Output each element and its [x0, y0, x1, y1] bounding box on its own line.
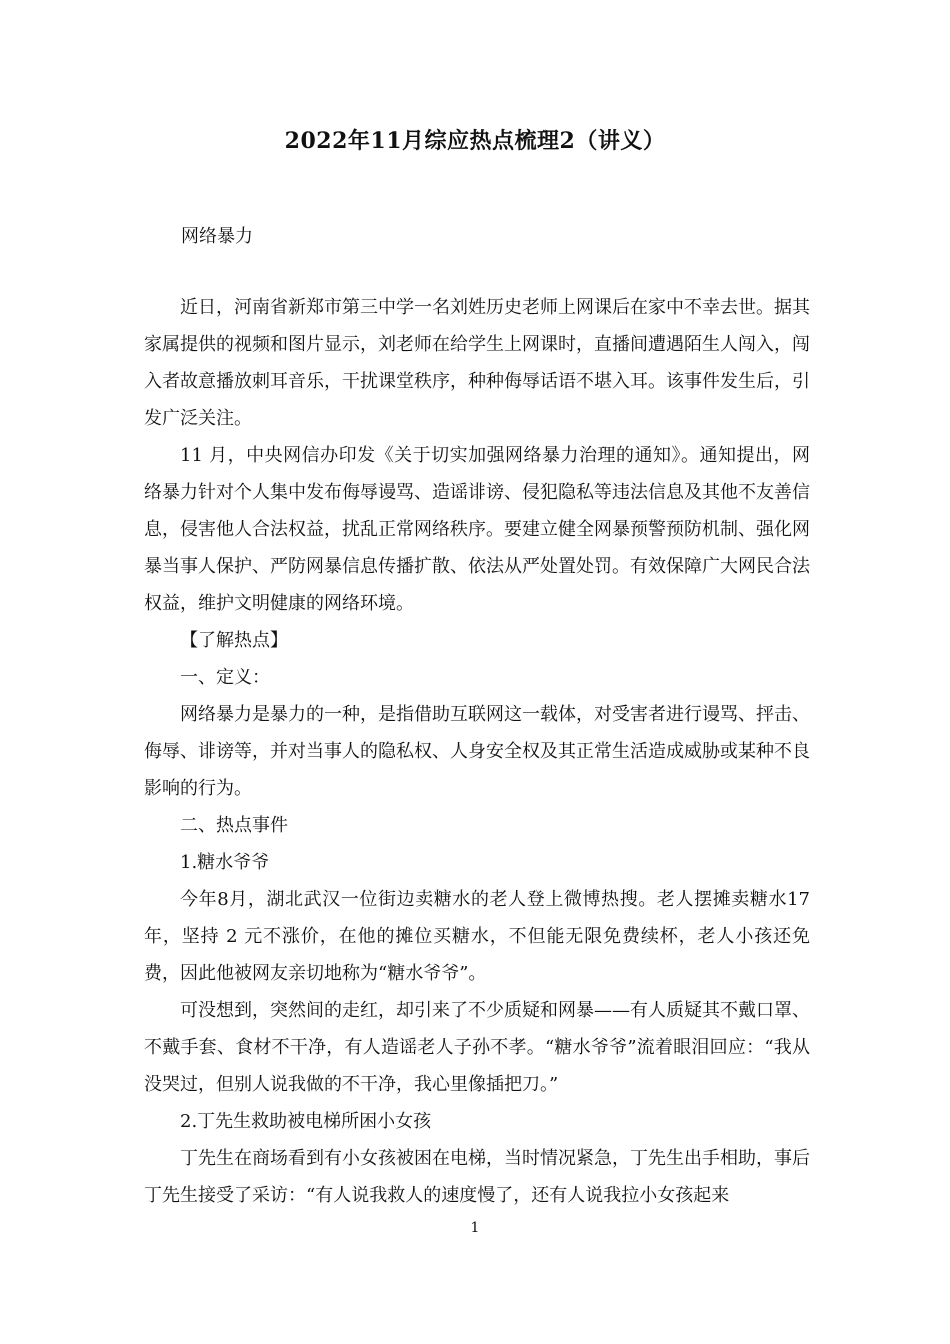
paragraph-event-2: 丁先生在商场看到有小女孩被困在电梯，当时情况紧急，丁先生出手相助，事后丁先生接受了采访：“有人说我救人的速度慢了，还有人说我拉小女孩起来 [144, 1148, 810, 1206]
heading-definition: 一、定义： [180, 667, 270, 688]
section-heading: 网络暴力 [181, 226, 253, 247]
document-title: 2022年11月综应热点梳理2（讲义） [284, 128, 666, 154]
heading-understand-hotspot: 【了解热点】 [180, 630, 288, 651]
paragraph-event-1a: 今年8月，湖北武汉一位街边卖糖水的老人登上微博热搜。老人摆摊卖糖水17 年，坚持 2 元不涨价，在他的摊位买糖水，不但能无限免费续杯，老人小孩还免费，因此他被网友亲切地称为“糖水爷爷”。 [144, 889, 810, 984]
paragraph-notice: 11 月，中央网信办印发《关于切实加强网络暴力治理的通知》。通知提出，网络暴力针对个人集中发布侮辱谩骂、造谣诽谤、侵犯隐私等违法信息及其他不友善信息，侵害他人合法权益，扰乱正常网络秩序。要建立健全网暴预警预防机制、强化网暴当事人保护、严防网暴信息传播扩散、依法从严处置处罚。有效保障广大网民合法权益，维护文明健康的网络环境。 [144, 445, 810, 614]
paragraph-definition: 网络暴力是暴力的一种，是指借助互联网这一载体，对受害者进行谩骂、抨击、侮辱、诽谤等，并对当事人的隐私权、人身安全权及其正常生活造成威胁或某种不良影响的行为。 [144, 704, 810, 799]
document-body [144, 289, 810, 1214]
paragraph-event-1b: 可没想到，突然间的走红，却引来了不少质疑和网暴——有人质疑其不戴口罩、不戴手套、食材不干净，有人造谣老人子孙不孝。“糖水爷爷”流着眼泪回应：“我从没哭过，但别人说我做的不干净，我心里像插把刀。” [144, 1000, 810, 1095]
paragraph-intro: 近日，河南省新郑市第三中学一名刘姓历史老师上网课后在家中不幸去世。据其家属提供的视频和图片显示，刘老师在给学生上网课时，直播间遭遇陌生人闯入，闯入者故意播放刺耳音乐，干扰课堂秩序，种种侮辱话语不堪入耳。该事件发生后，引发广泛关注。 [144, 297, 810, 429]
heading-event-2: 2.丁先生救助被电梯所困小女孩 [180, 1111, 432, 1132]
heading-event-1: 1.糖水爷爷 [180, 852, 270, 873]
page-number: 1 [470, 1220, 480, 1236]
heading-hot-events: 二、热点事件 [180, 815, 288, 836]
